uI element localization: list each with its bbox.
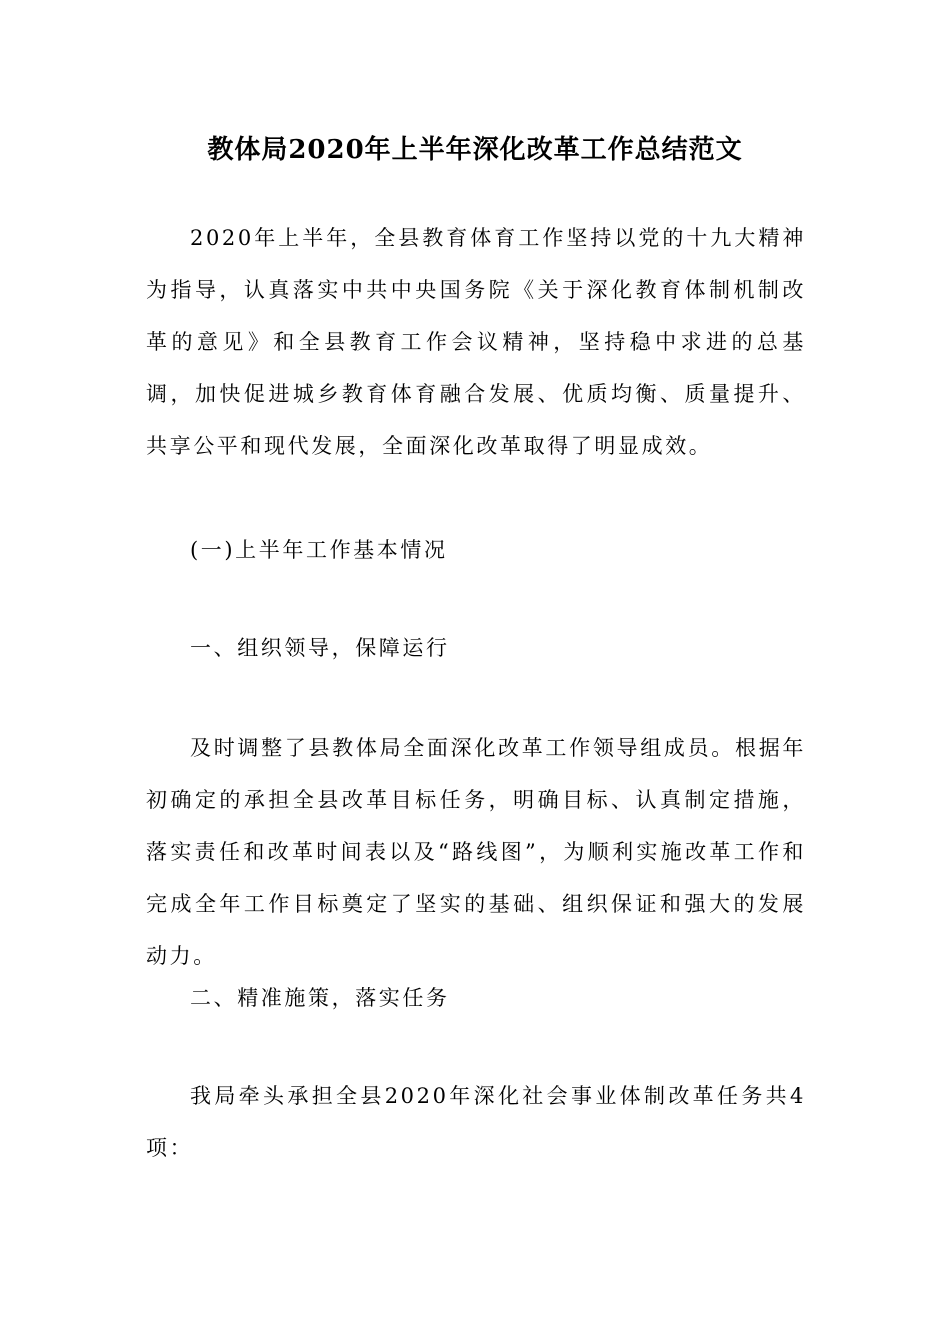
- section-heading: (一)上半年工作基本情况: [190, 538, 448, 562]
- item2-paragraph: 我局牵头承担全县2020年深化社会事业体制改革任务共4项：: [146, 1084, 806, 1160]
- item1-paragraph: 及时调整了县教体局全面深化改革工作领导组成员。根据年初确定的承担全县改革目标任务，明确目标、认真制定措施，落实责任和改革时间表以及“路线图”，为顺利实施改革工作和完成全年工作目标奠定了坚实的基础、组织保证和强大的发展动力。: [146, 736, 806, 968]
- item1-heading: 一、组织领导，保障运行: [190, 636, 450, 660]
- document-title: 教体局2020年上半年深化改革工作总结范文: [207, 135, 743, 165]
- item2-heading: 二、精准施策，落实任务: [190, 986, 450, 1010]
- intro-paragraph: 2020年上半年，全县教育体育工作坚持以党的十九大精神为指导，认真落实中共中央国务院《关于深化教育体制机制改革的意见》和全县教育工作会议精神，坚持稳中求进的总基调，加快促进城乡教育体育融合发展、优质均衡、质量提升、共享公平和现代发展，全面深化改革取得了明显成效。: [146, 226, 806, 458]
